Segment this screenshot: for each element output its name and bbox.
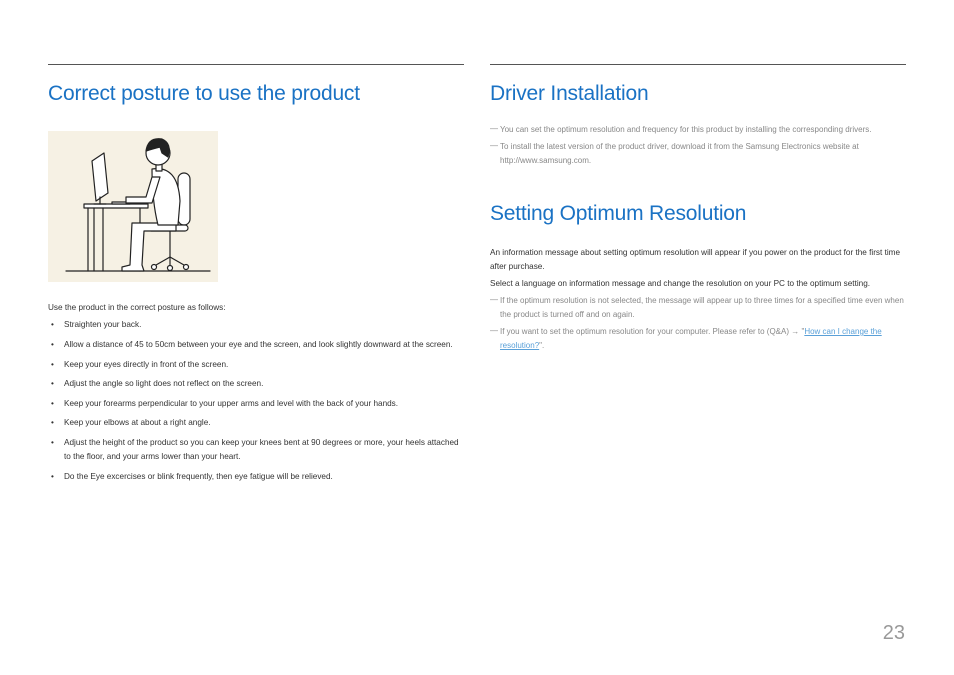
posture-heading: Correct posture to use the product <box>48 82 360 105</box>
resolution-paragraph: An information message about setting optimum resolution will appear if you power on the product for the first time after purchase. <box>490 248 901 271</box>
right-column <box>490 64 906 350</box>
posture-list <box>48 318 464 489</box>
note-text: If you want to set the optimum resolution for your computer. Please refer to (Q&A) → " <box>500 327 805 336</box>
posture-illustration <box>48 131 218 282</box>
bullet: • <box>51 437 54 447</box>
optimum-resolution-heading: Setting Optimum Resolution <box>490 202 747 225</box>
resolution-content <box>490 246 906 353</box>
note-dash: ― <box>490 124 498 133</box>
page-number: 23 <box>882 622 905 644</box>
list-item: • Straighten your back. <box>48 318 464 332</box>
note-item <box>490 325 906 353</box>
note-item: ― To install the latest version of the product driver, download it from the Samsung Electronics website at http://www.samsung.com. <box>490 141 859 165</box>
list-item: • Keep your forearms perpendicular to your upper arms and level with the back of your hands. <box>48 397 464 411</box>
person-at-desk-image <box>48 131 218 282</box>
bullet: • <box>51 471 54 481</box>
resolution-paragraph: Select a language on information message and change the resolution on your PC to the optimum setting. <box>490 279 871 288</box>
driver-installation-heading: Driver Installation <box>490 82 649 105</box>
note-item: ― You can set the optimum resolution and frequency for this product by installing the corresponding drivers. <box>490 124 872 134</box>
list-item: • Adjust the angle so light does not reflect on the screen. <box>48 377 464 391</box>
bullet: • <box>51 339 54 349</box>
list-item: • Keep your eyes directly in front of the screen. <box>48 358 464 372</box>
note-item: ― If the optimum resolution is not selected, the message will appear up to three times for a specified time even when the product is turned off and on again. <box>490 295 904 319</box>
driver-notes <box>490 123 906 168</box>
bullet: • <box>51 320 54 329</box>
posture-intro: Use the product in the correct posture as follows: <box>48 303 226 312</box>
note-dash: ― <box>490 295 498 304</box>
bullet: • <box>51 359 54 369</box>
list-item: • Allow a distance of 45 to 50cm between your eye and the screen, and look slightly downward at the screen. <box>48 338 464 352</box>
list-item: • Do the Eye excercises or blink frequently, then eye fatigue will be relieved. <box>48 470 464 484</box>
bullet: • <box>51 379 54 388</box>
list-item: • Adjust the height of the product so you can keep your knees bent at 90 degrees or more, your heels attached to the floor, and your arms lower than your heart. <box>51 437 459 461</box>
bullet: • <box>51 418 54 427</box>
change-resolution-link[interactable]: How can I change the resolution? <box>500 327 882 350</box>
note-dash: ― <box>490 326 498 335</box>
bullet: • <box>51 398 54 408</box>
note-text: ". <box>539 341 545 350</box>
section-divider <box>490 64 906 65</box>
left-column <box>48 64 464 481</box>
section-divider <box>48 64 464 65</box>
note-dash: ― <box>490 141 498 150</box>
list-item: • Keep your elbows at about a right angle. <box>48 416 464 430</box>
